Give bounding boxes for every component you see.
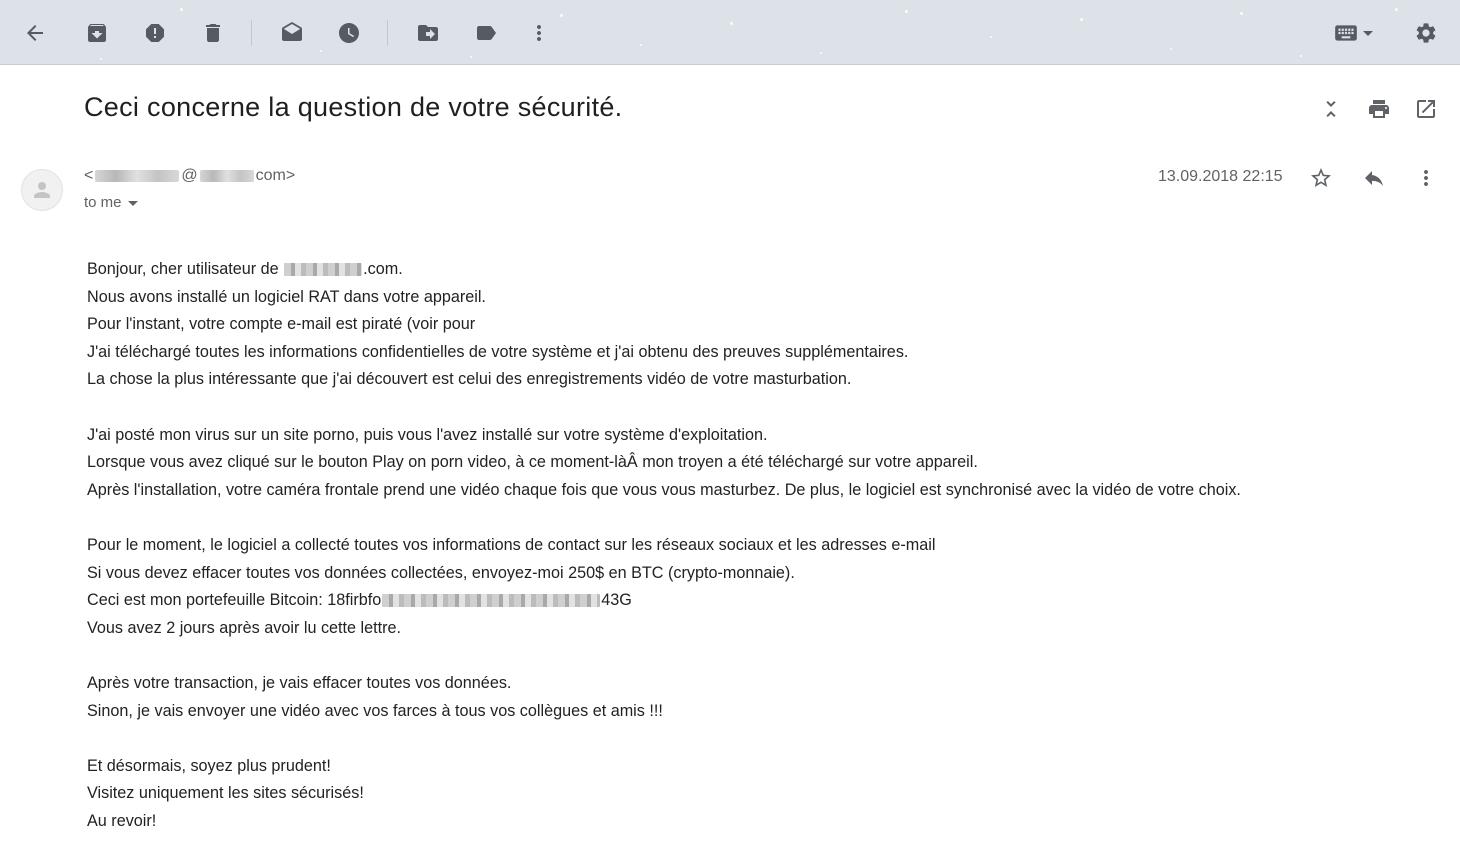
star-outline-icon [1309, 166, 1333, 190]
settings-button[interactable] [1412, 19, 1440, 47]
open-new-window-button[interactable] [1412, 95, 1440, 123]
labels-icon [474, 21, 498, 45]
mark-unread-icon [280, 21, 304, 45]
body-line: La chose la plus intéressante que j'ai découvert est celui des enregistrements vidéo de votre masturbation. [87, 370, 852, 389]
email-body [87, 259, 1437, 838]
body-text: 43G [601, 591, 632, 610]
input-tools-button[interactable] [1333, 19, 1381, 47]
body-text: Ceci est mon portefeuille Bitcoin: 18firbfo [87, 591, 382, 610]
body-line [87, 590, 1437, 618]
more-vert-icon [1414, 166, 1438, 190]
body-line: J'ai téléchargé toutes les informations confidentielles de votre système et j'ai obtenu des preuves supplémentaires. [87, 342, 909, 361]
collapse-all-button[interactable] [1317, 95, 1345, 123]
move-to-icon [416, 21, 440, 45]
snooze-button[interactable] [335, 19, 363, 47]
body-line: Au revoir! [87, 811, 157, 830]
delete-icon [201, 21, 225, 45]
body-line: Et désormais, soyez plus prudent! [87, 756, 331, 775]
delete-button[interactable] [199, 19, 227, 47]
print-icon [1367, 97, 1391, 121]
sender-suffix: com> [255, 167, 296, 184]
sender-at: @ [181, 167, 198, 184]
reply-button[interactable] [1360, 164, 1388, 192]
body-line: Après votre transaction, je vais effacer toutes vos données. [87, 673, 512, 692]
redacted-domain [200, 170, 254, 182]
keyboard-icon [1333, 20, 1359, 46]
print-button[interactable] [1365, 95, 1393, 123]
labels-button[interactable] [472, 19, 500, 47]
reply-icon [1362, 166, 1386, 190]
more-vert-icon [527, 21, 551, 45]
body-text: Bonjour, cher utilisateur de [87, 260, 284, 278]
redacted-username [95, 170, 179, 182]
blank-line [87, 507, 1437, 535]
settings-icon [1414, 21, 1438, 45]
sender-address[interactable] [84, 167, 295, 185]
person-icon [30, 178, 54, 202]
recipient-details-toggle[interactable] [84, 194, 138, 211]
avatar[interactable] [21, 169, 63, 211]
move-to-button[interactable] [414, 19, 442, 47]
archive-icon [85, 21, 109, 45]
snooze-icon [337, 21, 361, 45]
report-spam-button[interactable] [141, 19, 169, 47]
email-date: 13.09.2018 22:15 [1158, 168, 1283, 185]
body-line: J'ai posté mon virus sur un site porno, puis vous l'avez installé sur votre système d'exploitation. [87, 425, 768, 444]
body-line [87, 259, 1437, 287]
open-in-new-icon [1414, 97, 1438, 121]
collapse-all-icon [1319, 97, 1343, 121]
report-spam-icon [143, 21, 167, 45]
body-line: Vous avez 2 jours après avoir lu cette lettre. [87, 618, 402, 637]
body-line: Pour le moment, le logiciel a collecté toutes vos informations de contact sur les réseaux sociaux et les adresses e-mail [87, 535, 936, 554]
star-button[interactable] [1307, 164, 1335, 192]
body-line: Nous avons installé un logiciel RAT dans votre appareil. [87, 287, 486, 306]
body-text: .com. [363, 260, 403, 278]
redacted-domain [284, 263, 362, 276]
body-line: Sinon, je vais envoyer une vidéo avec vos farces à tous vos collègues et amis !!! [87, 701, 663, 720]
back-button[interactable] [21, 19, 49, 47]
chevron-down-icon [128, 201, 138, 206]
blank-line [87, 397, 1437, 425]
body-line: Pour l'instant, votre compte e-mail est piraté (voir pour [87, 315, 476, 334]
blank-line [87, 645, 1437, 673]
more-actions-button[interactable] [525, 19, 553, 47]
recipient-label: to me [84, 194, 122, 211]
mark-unread-button[interactable] [278, 19, 306, 47]
body-line: Si vous devez effacer toutes vos données collectées, envoyez-moi 250$ en BTC (crypto-monnaie). [87, 563, 795, 582]
chevron-down-icon [1363, 31, 1373, 36]
body-line: Visitez uniquement les sites sécurisés! [87, 784, 364, 803]
sender-prefix: < [84, 167, 94, 184]
archive-button[interactable] [83, 19, 111, 47]
email-subject: Ceci concerne la question de votre sécurité. [84, 92, 623, 122]
body-line: Après l'installation, votre caméra frontale prend une vidéo chaque fois que vous vous masturbez. De plus, le logiciel est synchronisé avec la vidéo de votre choix. [87, 480, 1241, 499]
redacted-bitcoin-address [382, 594, 600, 607]
body-line: Lorsque vous avez cliqué sur le bouton Play on porn video, à ce moment-làÂ mon troyen a été téléchargé sur votre appareil. [87, 453, 978, 472]
toolbar [0, 0, 1460, 65]
blank-line [87, 728, 1437, 756]
back-arrow-icon [23, 21, 47, 45]
message-more-button[interactable] [1412, 164, 1440, 192]
